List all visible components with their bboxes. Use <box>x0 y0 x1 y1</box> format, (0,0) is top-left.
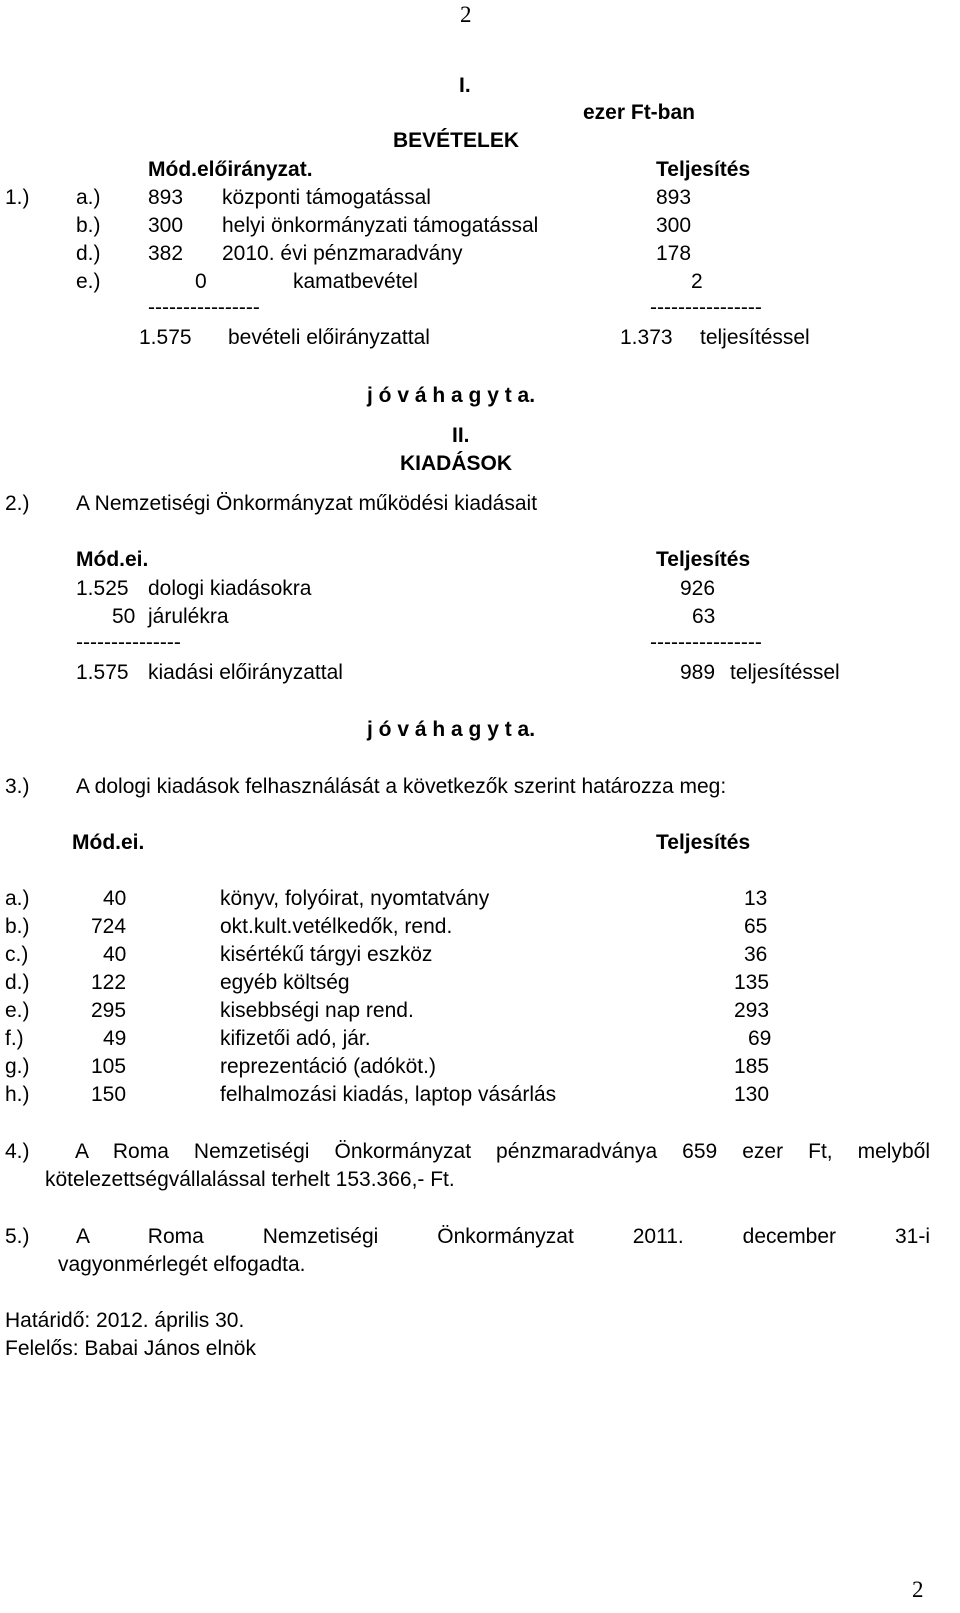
row-label: 2010. évi pénzmaradvány <box>222 242 463 265</box>
total-telj-label: teljesítéssel <box>730 661 840 684</box>
section-1-roman: I. <box>459 74 471 97</box>
row-letter: a.) <box>76 186 101 209</box>
col-header-mod: Mód.ei. <box>72 831 145 854</box>
section-4-line-2: kötelezettségvállalással terhelt 153.366,- Ft. <box>45 1168 455 1191</box>
col-header-telj: Teljesítés <box>656 158 751 181</box>
row-letter: d.) <box>5 971 30 994</box>
row-mod-value: 295 <box>91 999 127 1022</box>
row-label: kisértékű tárgyi eszköz <box>220 943 433 966</box>
section-2-roman: II. <box>452 424 470 447</box>
total-telj-value: 989 <box>680 661 716 684</box>
page-number-bottom: 2 <box>912 1577 924 1602</box>
separator-right: ---------------- <box>650 631 762 654</box>
total-mod-label: bevételi előirányzattal <box>228 326 430 349</box>
col-header-telj: Teljesítés <box>656 548 751 571</box>
row-mod-value: 40 <box>103 887 127 910</box>
row-label: kamatbevétel <box>293 270 418 293</box>
row-label: okt.kult.vetélkedők, rend. <box>220 915 453 938</box>
row-label: felhalmozási kiadás, laptop vásárlás <box>220 1083 557 1106</box>
row-letter: g.) <box>5 1055 30 1078</box>
total-mod-value: 1.575 <box>76 661 129 684</box>
row-mod-value: 49 <box>103 1027 127 1050</box>
row-telj-value: 63 <box>692 605 716 628</box>
row-telj-value: 65 <box>744 915 768 938</box>
approval-text: j ó v á h a g y t a. <box>367 384 536 407</box>
row-label: reprezentáció (adóköt.) <box>220 1055 436 1078</box>
row-letter: b.) <box>5 915 30 938</box>
row-telj-value: 293 <box>734 999 770 1022</box>
row-telj-value: 893 <box>656 186 692 209</box>
section-2-heading: A Nemzetiségi Önkormányzat működési kiadásait <box>76 492 538 515</box>
row-mod-value: 122 <box>91 971 127 994</box>
row-mod-value: 150 <box>91 1083 127 1106</box>
row-telj-value: 300 <box>656 214 692 237</box>
total-telj-label: teljesítéssel <box>700 326 810 349</box>
row-telj-value: 130 <box>734 1083 770 1106</box>
row-label: kifizetői adó, jár. <box>220 1027 371 1050</box>
row-label: központi támogatással <box>222 186 431 209</box>
row-mod-value: 40 <box>103 943 127 966</box>
row-letter: d.) <box>76 242 101 265</box>
row-letter: h.) <box>5 1083 30 1106</box>
col-header-mod: Mód.ei. <box>76 548 149 571</box>
total-mod-value: 1.575 <box>139 326 192 349</box>
item-number: 5.) <box>5 1225 30 1248</box>
separator-left: ---------------- <box>148 296 260 319</box>
section-1-title: BEVÉTELEK <box>393 129 520 152</box>
row-letter: e.) <box>5 999 30 1022</box>
total-telj-value: 1.373 <box>620 326 673 349</box>
row-letter: f.) <box>5 1027 24 1050</box>
row-letter: a.) <box>5 887 30 910</box>
row-label: járulékra <box>148 605 229 628</box>
item-number: 3.) <box>5 775 30 798</box>
row-letter: c.) <box>5 943 29 966</box>
section-5-line-1: A Roma Nemzetiségi Önkormányzat 2011. december 31-i <box>76 1225 930 1248</box>
deadline: Határidő: 2012. április 30. <box>5 1309 245 1332</box>
row-mod-value: 0 <box>195 270 207 293</box>
row-telj-value: 36 <box>744 943 768 966</box>
row-letter: b.) <box>76 214 101 237</box>
section-4-line-1-text: A Roma Nemzetiségi Önkormányzat pénzmaradványa 659 ezer Ft, melyből <box>75 1140 930 1163</box>
row-mod-value: 50 <box>112 605 136 628</box>
separator-right: ---------------- <box>650 296 762 319</box>
row-telj-value: 926 <box>680 577 716 600</box>
row-letter: e.) <box>76 270 101 293</box>
item-number: 4.) <box>5 1140 30 1163</box>
row-telj-value: 135 <box>734 971 770 994</box>
section-5-line-2: vagyonmérlegét elfogadta. <box>58 1253 306 1276</box>
row-mod-value: 105 <box>91 1055 127 1078</box>
separator-left: --------------- <box>76 631 181 654</box>
unit-label: ezer Ft-ban <box>583 101 696 124</box>
row-label: helyi önkormányzati támogatással <box>222 214 539 237</box>
col-header-mod: Mód.előirányzat. <box>148 158 313 181</box>
row-telj-value: 185 <box>734 1055 770 1078</box>
row-mod-value: 893 <box>148 186 184 209</box>
row-telj-value: 2 <box>691 270 703 293</box>
item-number: 1.) <box>5 186 30 209</box>
row-label: dologi kiadásokra <box>148 577 312 600</box>
row-label: kisebbségi nap rend. <box>220 999 414 1022</box>
row-telj-value: 69 <box>748 1027 772 1050</box>
section-2-title: KIADÁSOK <box>400 452 513 475</box>
row-telj-value: 13 <box>744 887 768 910</box>
section-3-heading: A dologi kiadások felhasználását a következők szerint határozza meg: <box>76 775 727 798</box>
col-header-telj: Teljesítés <box>656 831 751 854</box>
approval-text: j ó v á h a g y t a. <box>367 718 536 741</box>
section-4-line-1 <box>45 1141 930 1162</box>
item-number: 2.) <box>5 492 30 515</box>
responsible: Felelős: Babai János elnök <box>5 1337 256 1360</box>
row-mod-value: 382 <box>148 242 184 265</box>
total-mod-label: kiadási előirányzattal <box>148 661 343 684</box>
row-telj-value: 178 <box>656 242 692 265</box>
page-number-top: 2 <box>460 2 472 27</box>
row-label: könyv, folyóirat, nyomtatvány <box>220 887 490 910</box>
row-label: egyéb költség <box>220 971 350 994</box>
row-mod-value: 300 <box>148 214 184 237</box>
row-mod-value: 724 <box>91 915 127 938</box>
row-mod-value: 1.525 <box>76 577 129 600</box>
